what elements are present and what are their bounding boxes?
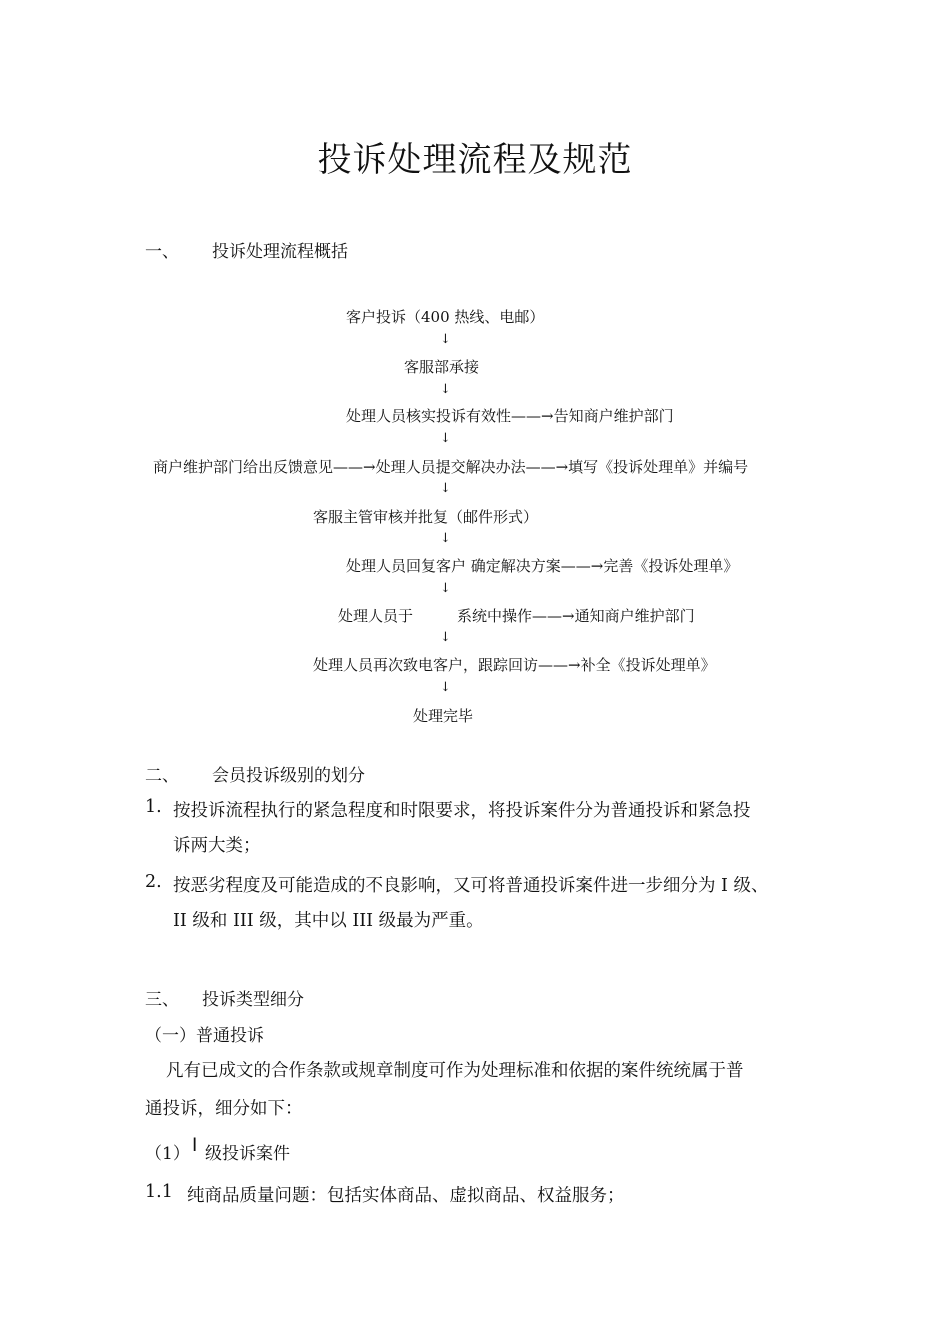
item-text: 纯商品质量问题：包括实体商品、虚拟商品、权益服务； <box>187 1186 625 1206</box>
item-number: 1.1 <box>145 1182 173 1202</box>
section2-number: 二、 <box>145 766 179 786</box>
flow-arrow-down-icon: ↓ <box>440 382 451 397</box>
flow-step-6: 处理人员回复客户 确定解决方案——→完善《投诉处理单》 <box>346 557 739 575</box>
flow-step-9: 处理完毕 <box>413 707 474 725</box>
section1-title: 投诉处理流程概括 <box>212 242 348 262</box>
flow-step-3: 处理人员核实投诉有效性——→告知商户维护部门 <box>346 407 674 425</box>
flow-step-7a: 处理人员于 <box>338 607 414 625</box>
flow-arrow-down-icon: ↓ <box>440 332 451 347</box>
subsection-title: （一）普通投诉 <box>145 1026 264 1046</box>
section3-number: 三、 <box>145 990 179 1010</box>
document-title: 投诉处理流程及规范 <box>317 140 633 180</box>
flow-arrow-down-icon: ↓ <box>440 481 451 496</box>
section1-number: 一、 <box>145 242 179 262</box>
list-item-text: 按恶劣程度及可能造成的不良影响，又可将普通投诉案件进一步细分为 I 级、 <box>173 876 769 896</box>
list-item-number: 1. <box>145 797 162 817</box>
paragraph-line: 凡有已成文的合作条款或规章制度可作为处理标准和依据的案件统统属于普 <box>166 1061 744 1081</box>
level-title: 级投诉案件 <box>205 1144 290 1164</box>
flow-arrow-down-icon: ↓ <box>440 581 451 596</box>
flow-arrow-down-icon: ↓ <box>440 630 451 645</box>
list-item-number: 2. <box>145 872 162 892</box>
flow-arrow-down-icon: ↓ <box>440 531 451 546</box>
flow-step-8: 处理人员再次致电客户，跟踪回访——→补全《投诉处理单》 <box>313 656 716 674</box>
flow-step-5: 客服主管审核并批复（邮件形式） <box>313 508 539 526</box>
flow-step-4: 商户维护部门给出反馈意见——→处理人员提交解决办法——→填写《投诉处理单》并编号 <box>153 458 749 476</box>
flow-step-7b: 系统中操作——→通知商户维护部门 <box>457 607 695 625</box>
list-item-text: 诉两大类； <box>173 836 261 856</box>
flow-arrow-down-icon: ↓ <box>440 680 451 695</box>
flow-step-2: 客服部承接 <box>404 358 480 376</box>
list-item-text: 按投诉流程执行的紧急程度和时限要求，将投诉案件分为普通投诉和紧急投 <box>173 801 751 821</box>
section2-title: 会员投诉级别的划分 <box>212 766 365 786</box>
paragraph-line: 通投诉，细分如下： <box>145 1099 303 1119</box>
list-item-text: II 级和 III 级，其中以 III 级最为严重。 <box>173 911 484 931</box>
section3-title: 投诉类型细分 <box>202 990 304 1010</box>
level-mark: I <box>192 1135 198 1156</box>
level-number: （1） <box>145 1144 190 1164</box>
flow-arrow-down-icon: ↓ <box>440 431 451 446</box>
flow-step-1: 客户投诉（400 热线、电邮） <box>346 308 545 326</box>
